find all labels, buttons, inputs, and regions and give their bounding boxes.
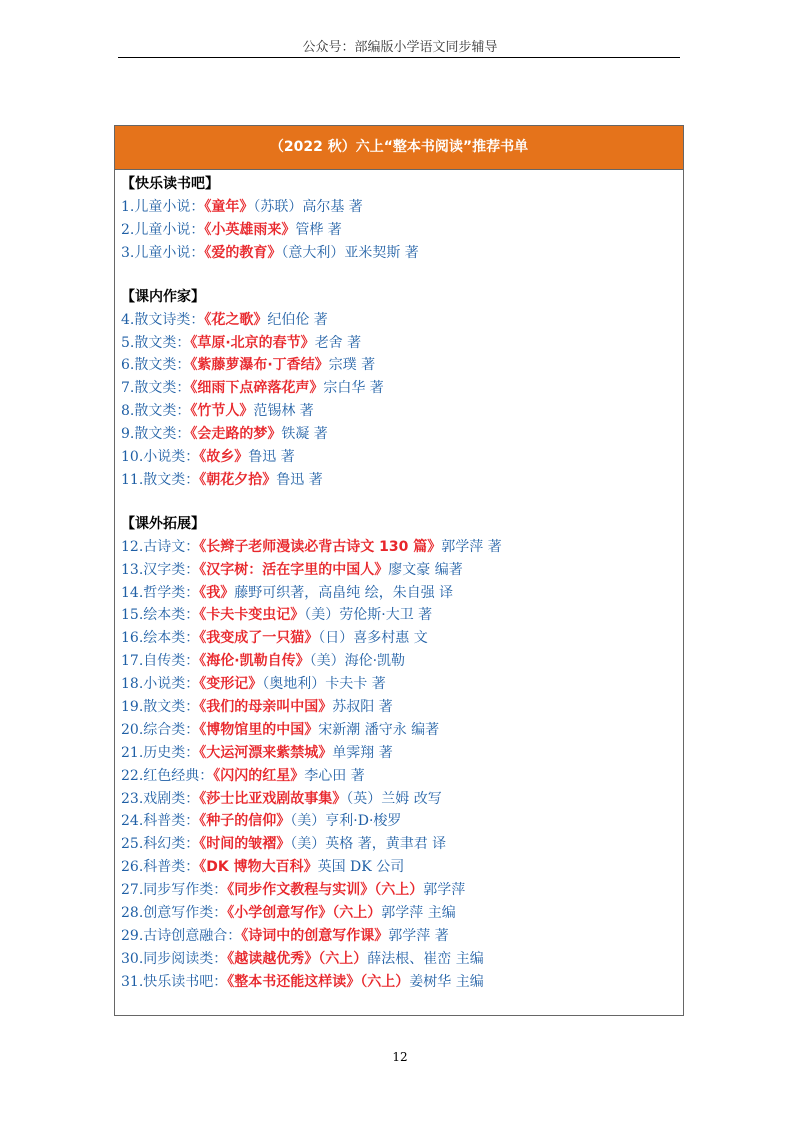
book-title: 《诗词中的创意写作课》: [241, 927, 389, 944]
entry-category: 26.科普类：: [121, 859, 200, 876]
entry-author: （美）海伦·凯勒: [309, 653, 406, 670]
book-entry: [121, 788, 683, 811]
book-entry: [121, 742, 683, 765]
book-title: 《卡夫卡变虫记》: [199, 607, 305, 624]
entry-author: 铁凝 著: [281, 426, 328, 443]
entry-category: 24.科普类：: [121, 813, 200, 830]
entry-category: 11.散文类：: [121, 471, 200, 488]
entry-author: 鲁迅 著: [276, 471, 323, 488]
entry-category: 17.自传类：: [121, 653, 200, 670]
book-entry: [121, 810, 683, 833]
entry-author: 老舍 著: [314, 334, 362, 351]
book-entry: [121, 604, 683, 627]
entry-author: （美）英格 著，黄聿君 译: [290, 836, 447, 853]
entry-category: 9.散文类：: [121, 426, 191, 443]
book-entry: [121, 696, 683, 719]
entry-author: 郭学萍 主编: [381, 905, 456, 922]
book-entry: [121, 925, 683, 948]
entry-author: 李心田 著: [304, 767, 365, 784]
entry-category: 5.散文类：: [121, 334, 191, 351]
entry-category: 31.快乐读书吧：: [121, 973, 228, 990]
entry-author: （日）喜多村惠 文: [318, 630, 428, 647]
entry-author: 苏叔阳 著: [332, 699, 393, 716]
book-entry: [121, 536, 683, 559]
book-entry: [121, 719, 683, 742]
entry-category: 7.散文类：: [121, 380, 191, 397]
entry-category: 4.散文诗类：: [121, 311, 205, 328]
book-title: 《越读越优秀》（六上）: [227, 950, 368, 967]
book-title: 《海伦·凯勒自传》: [199, 653, 310, 670]
book-entry: [121, 559, 683, 582]
book-entry: [121, 423, 683, 446]
book-section: [121, 172, 683, 265]
entry-author: 郭学萍 著: [441, 538, 502, 555]
book-entry: [121, 879, 683, 902]
book-title: 《竹节人》: [190, 403, 254, 420]
book-title: 《莎士比亚戏剧故事集》: [199, 790, 347, 807]
book-entry: [121, 765, 683, 788]
entry-category: 12.古诗文：: [121, 538, 200, 555]
entry-author: 藤野可织著，高畠纯 绘，朱自强 译: [234, 584, 454, 601]
entry-category: 19.散文类：: [121, 699, 200, 716]
book-entry: [121, 332, 683, 355]
book-title: 《花之歌》: [204, 311, 268, 328]
entry-category: 21.历史类：: [121, 744, 200, 761]
entry-category: 29.古诗创意融合：: [121, 927, 242, 944]
book-entry: [121, 627, 683, 650]
entry-category: 30.同步阅读类：: [121, 950, 228, 967]
book-title: 《同步作文教程与实训》（六上）: [227, 882, 424, 899]
book-entry: [121, 196, 683, 219]
section-heading: 【课外拓展】: [121, 515, 205, 532]
book-title: 《紫藤萝瀑布·丁香结》: [190, 357, 329, 374]
book-entry: [121, 833, 683, 856]
book-title: 《童年》: [204, 199, 254, 215]
entry-category: 20.综合类：: [121, 721, 200, 738]
entry-category: 18.小说类：: [121, 676, 200, 693]
book-title: 《我们的母亲叫中国》: [199, 699, 333, 716]
book-title: 《细雨下点碎落花声》: [190, 380, 324, 397]
book-entry: [121, 650, 683, 673]
entry-category: 13.汉字类：: [121, 561, 200, 578]
book-entry: [121, 400, 683, 423]
book-entry: [121, 971, 683, 994]
entry-author: （意大利）亚米契斯 著: [281, 244, 419, 261]
book-title: 《时间的皱褶》: [199, 836, 291, 853]
book-title: 《博物馆里的中国》: [199, 721, 319, 738]
book-title: 《爱的教育》: [204, 244, 282, 261]
entry-category: 8.散文类：: [121, 403, 191, 420]
book-entry: [121, 354, 683, 377]
entry-author: （奥地利）卡夫卡 著: [262, 676, 386, 693]
book-entry: [121, 856, 683, 879]
entry-author: 英国 DK 公司: [317, 859, 405, 876]
book-entry: [121, 948, 683, 971]
entry-author: 宋新潮 潘守永 编著: [318, 721, 440, 738]
book-entry: [121, 219, 683, 242]
book-title: 《故乡》: [199, 449, 249, 466]
entry-author: 郭学萍 著: [388, 927, 449, 944]
book-entry: [121, 469, 683, 492]
card-body: [115, 170, 683, 994]
book-title: 《整本书还能这样读》（六上）: [227, 973, 410, 990]
entry-category: 10.小说类：: [121, 449, 200, 466]
book-title: 《朝花夕拾》: [199, 471, 277, 488]
book-title: 《汉字树：活在字里的中国人》: [199, 561, 389, 578]
entry-author: 纪伯伦 著: [267, 311, 328, 328]
page-header: 公众号：部编版小学语文同步辅导: [302, 40, 498, 55]
entry-category: 6.散文类：: [121, 357, 191, 374]
entry-category: 27.同步写作类：: [121, 882, 228, 899]
entry-author: （美）亨利·D·梭罗: [290, 813, 402, 830]
entry-author: 单霁翔 著: [332, 744, 393, 761]
section-heading: 【快乐读书吧】: [121, 176, 219, 192]
book-entry: [121, 309, 683, 332]
book-title: 《会走路的梦》: [190, 426, 282, 443]
book-entry: [121, 242, 683, 265]
entry-author: 宗璞 著: [328, 357, 376, 374]
book-title: 《变形记》: [199, 676, 263, 693]
entry-author: 郭学萍: [423, 882, 466, 899]
book-title: 《大运河漂来紫禁城》: [199, 744, 333, 761]
entry-category: 28.创意写作类：: [121, 905, 228, 922]
entry-author: 管桦 著: [295, 221, 342, 238]
entry-author: 鲁迅 著: [248, 449, 295, 466]
book-entry: [121, 377, 683, 400]
entry-author: 宗白华 著: [323, 380, 384, 397]
section-heading: 【课内作家】: [121, 288, 205, 305]
book-list-card: [114, 125, 684, 1016]
entry-author: （苏联）高尔基 著: [253, 199, 363, 215]
book-title: 《种子的信仰》: [199, 813, 291, 830]
entry-category: 3.儿童小说：: [121, 244, 205, 261]
entry-category: 15.绘本类：: [121, 607, 200, 624]
book-section: [121, 512, 683, 994]
book-entry: [121, 582, 683, 605]
entry-author: 范锡林 著: [253, 403, 314, 420]
book-title: 《草原·北京的春节》: [190, 334, 315, 351]
book-entry: [121, 673, 683, 696]
entry-category: 2.儿童小说：: [121, 221, 205, 238]
entry-category: 25.科幻类：: [121, 836, 200, 853]
book-title: 《长辫子老师漫读必背古诗文 130 篇》: [199, 538, 442, 555]
entry-author: 姜树华 主编: [409, 973, 484, 990]
entry-author: 薛法根、崔峦 主编: [367, 950, 484, 967]
entry-category: 22.红色经典：: [121, 767, 214, 784]
book-title: 《我变成了一只猫》: [199, 630, 319, 647]
entry-category: 14.哲学类：: [121, 584, 200, 601]
book-title: 《我》: [199, 584, 235, 601]
page-number: 12: [392, 1050, 408, 1064]
book-entry: [121, 446, 683, 469]
book-entry: [121, 902, 683, 925]
entry-category: 23.戏剧类：: [121, 790, 200, 807]
card-title: （2022 秋）六上“整本书阅读”推荐书单: [115, 126, 683, 170]
entry-category: 1.儿童小说：: [121, 199, 205, 215]
book-title: 《小英雄雨来》: [204, 221, 296, 238]
entry-author: （英）兰姆 改写: [346, 790, 442, 807]
book-section: [121, 285, 683, 492]
entry-category: 16.绘本类：: [121, 630, 200, 647]
entry-author: （美）劳伦斯·大卫 著: [304, 607, 433, 624]
book-title: 《DK 博物大百科》: [199, 859, 318, 876]
book-title: 《闪闪的红星》: [213, 767, 305, 784]
entry-author: 廖文豪 编著: [388, 561, 463, 578]
header-rule: [118, 57, 680, 58]
book-title: 《小学创意写作》（六上）: [227, 905, 382, 922]
